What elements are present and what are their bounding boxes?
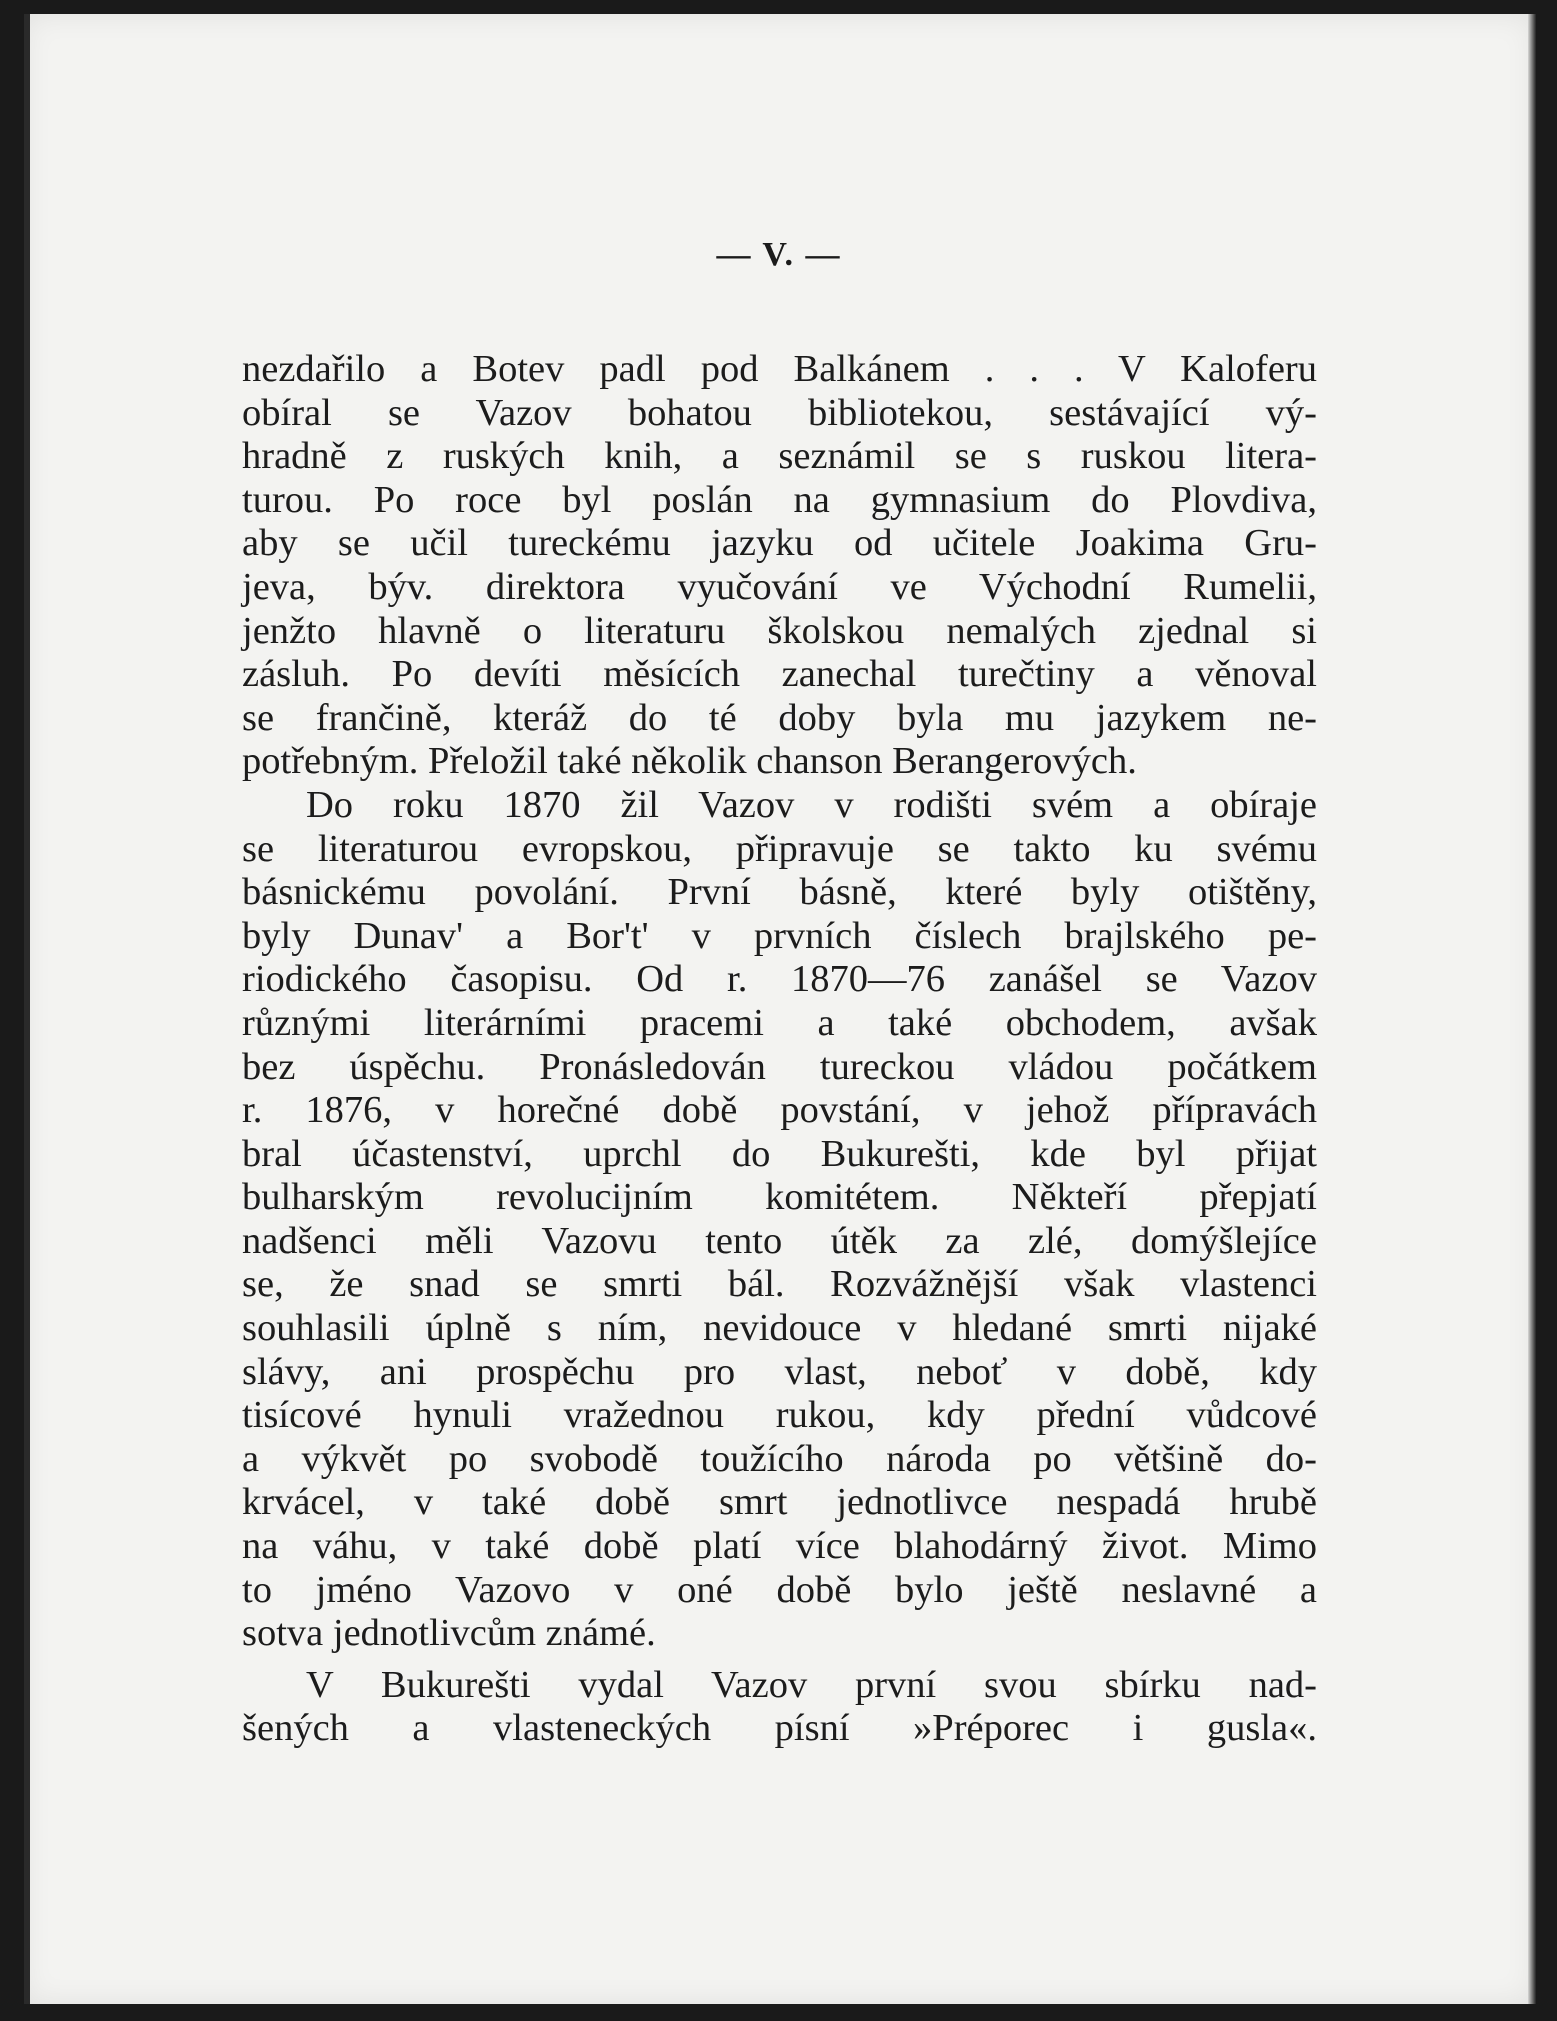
text-line: slávy, ani prospěchu pro vlast, neboť v době, kdy: [242, 1350, 1317, 1393]
text-line: to jméno Vazovo v oné době bylo ještě neslavné a: [242, 1568, 1317, 1611]
text-line: aby se učil tureckému jazyku od učitele Joakima Gru-: [242, 522, 1317, 565]
text-line: šených a vlasteneckých písní »Préporec i gusla«.: [242, 1707, 1317, 1750]
text-line: básnickému povolání. První básně, které byly otištěny,: [242, 871, 1317, 914]
text-line: r. 1876, v horečné době povstání, v jehož přípravách: [242, 1089, 1317, 1132]
paragraph-3: [242, 1664, 1317, 1751]
text-line: turou. Po roce byl poslán na gymnasium do Plovdiva,: [242, 478, 1317, 521]
text-line: bulharským revolucijním komitétem. Někteří přepjatí: [242, 1176, 1317, 1219]
paragraph-gap: [242, 1656, 1317, 1664]
paragraph-1: [242, 348, 1317, 784]
text-line: jenžto hlavně o literaturu školskou nemalých zjednal si: [242, 609, 1317, 652]
text-line: krvácel, v také době smrt jednotlivce nespadá hrubě: [242, 1481, 1317, 1524]
page-right-edge: [1528, 14, 1536, 2004]
text-line: hradně z ruských knih, a seznámil se s ruskou litera-: [242, 435, 1317, 478]
text-line: zásluh. Po devíti měsících zanechal turečtiny a věnoval: [242, 653, 1317, 696]
text-line: se, že snad se smrti bál. Rozvážnější však vlastenci: [242, 1263, 1317, 1306]
book-page: [24, 14, 1534, 2004]
text-line: V Bukurešti vydal Vazov první svou sbírku nad-: [306, 1663, 1317, 1706]
text-line: sotva jednotlivcům známé.: [242, 1612, 656, 1655]
text-line: se frančině, kteráž do té doby byla mu jazykem ne-: [242, 696, 1317, 739]
text-line: bez úspěchu. Pronásledován tureckou vládou počátkem: [242, 1045, 1317, 1088]
text-line: tisícové hynuli vražednou rukou, kdy přední vůdcové: [242, 1394, 1317, 1437]
text-line: obíral se Vazov bohatou bibliotekou, sestávající vý-: [242, 391, 1317, 434]
text-line: nezdařilo a Botev padl pod Balkánem . . . V Kaloferu: [242, 348, 1317, 390]
text-line: souhlasili úplně s ním, nevidouce v hledané smrti nijaké: [242, 1307, 1317, 1350]
paragraph-2: [242, 784, 1317, 1656]
text-line: Do roku 1870 žil Vazov v rodišti svém a obíraje: [306, 783, 1317, 826]
text-line: a výkvět po svobodě toužícího národa po většině do-: [242, 1437, 1317, 1480]
body-text: [242, 348, 1317, 1751]
text-line: potřebným. Přeložil také několik chanson Berangerových.: [242, 740, 1137, 783]
page-header: — V. —: [716, 236, 842, 273]
text-line: bral účastenství, uprchl do Bukurešti, kde byl přijat: [242, 1132, 1317, 1175]
text-line: různými literárními pracemi a také obchodem, avšak: [242, 1001, 1317, 1044]
text-line: riodického časopisu. Od r. 1870—76 zanášel se Vazov: [242, 958, 1317, 1001]
text-line: jeva, býv. direktora vyučování ve Východní Rumelii,: [242, 565, 1317, 608]
text-line: byly Dunav' a Bor't' v prvních číslech brajlského pe-: [242, 914, 1317, 957]
text-line: na váhu, v také době platí více blahodárný život. Mimo: [242, 1525, 1317, 1568]
page-left-edge: [24, 14, 30, 2004]
text-line: nadšenci měli Vazovu tento útěk za zlé, domýšlejíce: [242, 1219, 1317, 1262]
text-line: se literaturou evropskou, připravuje se takto ku svému: [242, 827, 1317, 870]
